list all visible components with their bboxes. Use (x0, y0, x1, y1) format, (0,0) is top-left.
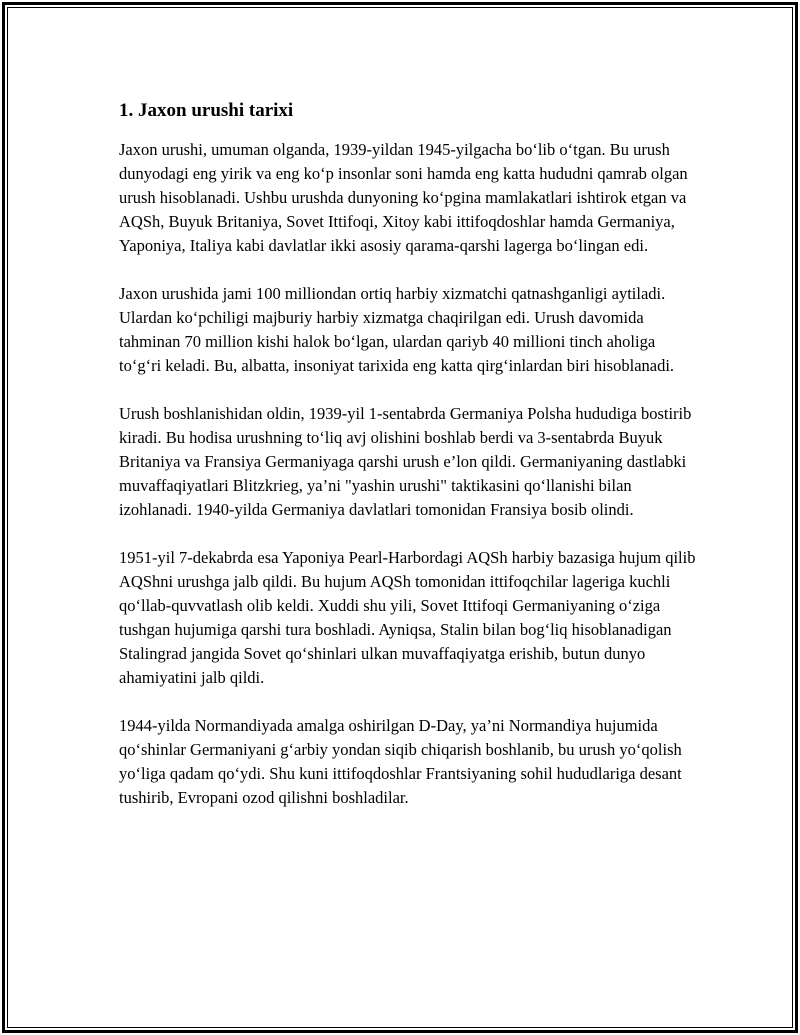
paragraph-5: 1944-yilda Normandiyada amalga oshirilgan D-Day, ya’ni Normandiya hujumida qo‘shinlar Germaniyani g‘arbiy yondan siqib chiqarish boshlanib, bu urush yo‘qolish yo‘liga qadam qo‘ydi. Shu kuni ittifoqdoshlar Frantsiyaning sohil hududlariga desant tushirib, Evropani ozod qilishni boshladilar. (119, 716, 682, 807)
paragraph-2: Jaxon urushida jami 100 milliondan ortiq harbiy xizmatchi qatnashganligi aytiladi. Ulardan ko‘pchiligi majburiy harbiy xizmatga chaqirilgan edi. Urush davomida tahminan 70 million kishi halok bo‘lgan, ulardan qariyb 40 millioni tinch aholiga to‘g‘ri keladi. Bu, albatta, insoniyat tarixida eng katta qirg‘inlardan biri hisoblanadi. (119, 284, 675, 375)
paragraph-1: Jaxon urushi, umuman olganda, 1939-yildan 1945-yilgacha bo‘lib o‘tgan. Bu urush dunyodagi eng yirik va eng ko‘p insonlar soni hamda eng katta hududni qamrab olgan urush hisoblanadi. Ushbu urushda dunyoning ko‘pgina mamlakatlari ishtirok etgan va AQSh, Buyuk Britaniya, Sovet Ittifoqi, Xitoy kabi ittifoqdoshlar hamda Germaniya, Yaponiya, Italiya kabi davlatlar ikki asosiy qarama-qarshi lagerga bo‘lingan edi. (119, 140, 688, 255)
paragraph-3: Urush boshlanishidan oldin, 1939-yil 1-sentabrda Germaniya Polsha hududiga bostirib kiradi. Bu hodisa urushning to‘liq avj olishini boshlab berdi va 3-sentabrda Buyuk Britaniya va Fransiya Germaniyaga qarshi urush e’lon qildi. Germaniyaning dastlabki muvaffaqiyatlari Blitzkrieg, ya’ni "yashin urushi" taktikasini qo‘llanishi bilan izohlanadi. 1940-yilda Germaniya davlatlari tomonidan Fransiya bosib olindi. (119, 404, 692, 519)
section-heading: 1. Jaxon urushi tarixi (119, 100, 294, 121)
page-frame (2, 2, 798, 1033)
document-content (119, 98, 699, 834)
paragraph-4: 1951-yil 7-dekabrda esa Yaponiya Pearl-Harbordagi AQSh harbiy bazasiga hujum qilib AQShni urushga jalb qildi. Bu hujum AQSh tomonidan ittifoqchilar lageriga kuchli qo‘llab-quvvatlash olib keldi. Xuddi shu yili, Sovet Ittifoqi Germaniyaning o‘ziga tushgan hujumiga qarshi tura boshladi. Ayniqsa, Stalin bilan bog‘liq hisoblanadigan Stalingrad jangida Sovet qo‘shinlari ulkan muvaffaqiyatga erishib, butun dunyo ahamiyatini jalb qildi. (119, 548, 696, 687)
